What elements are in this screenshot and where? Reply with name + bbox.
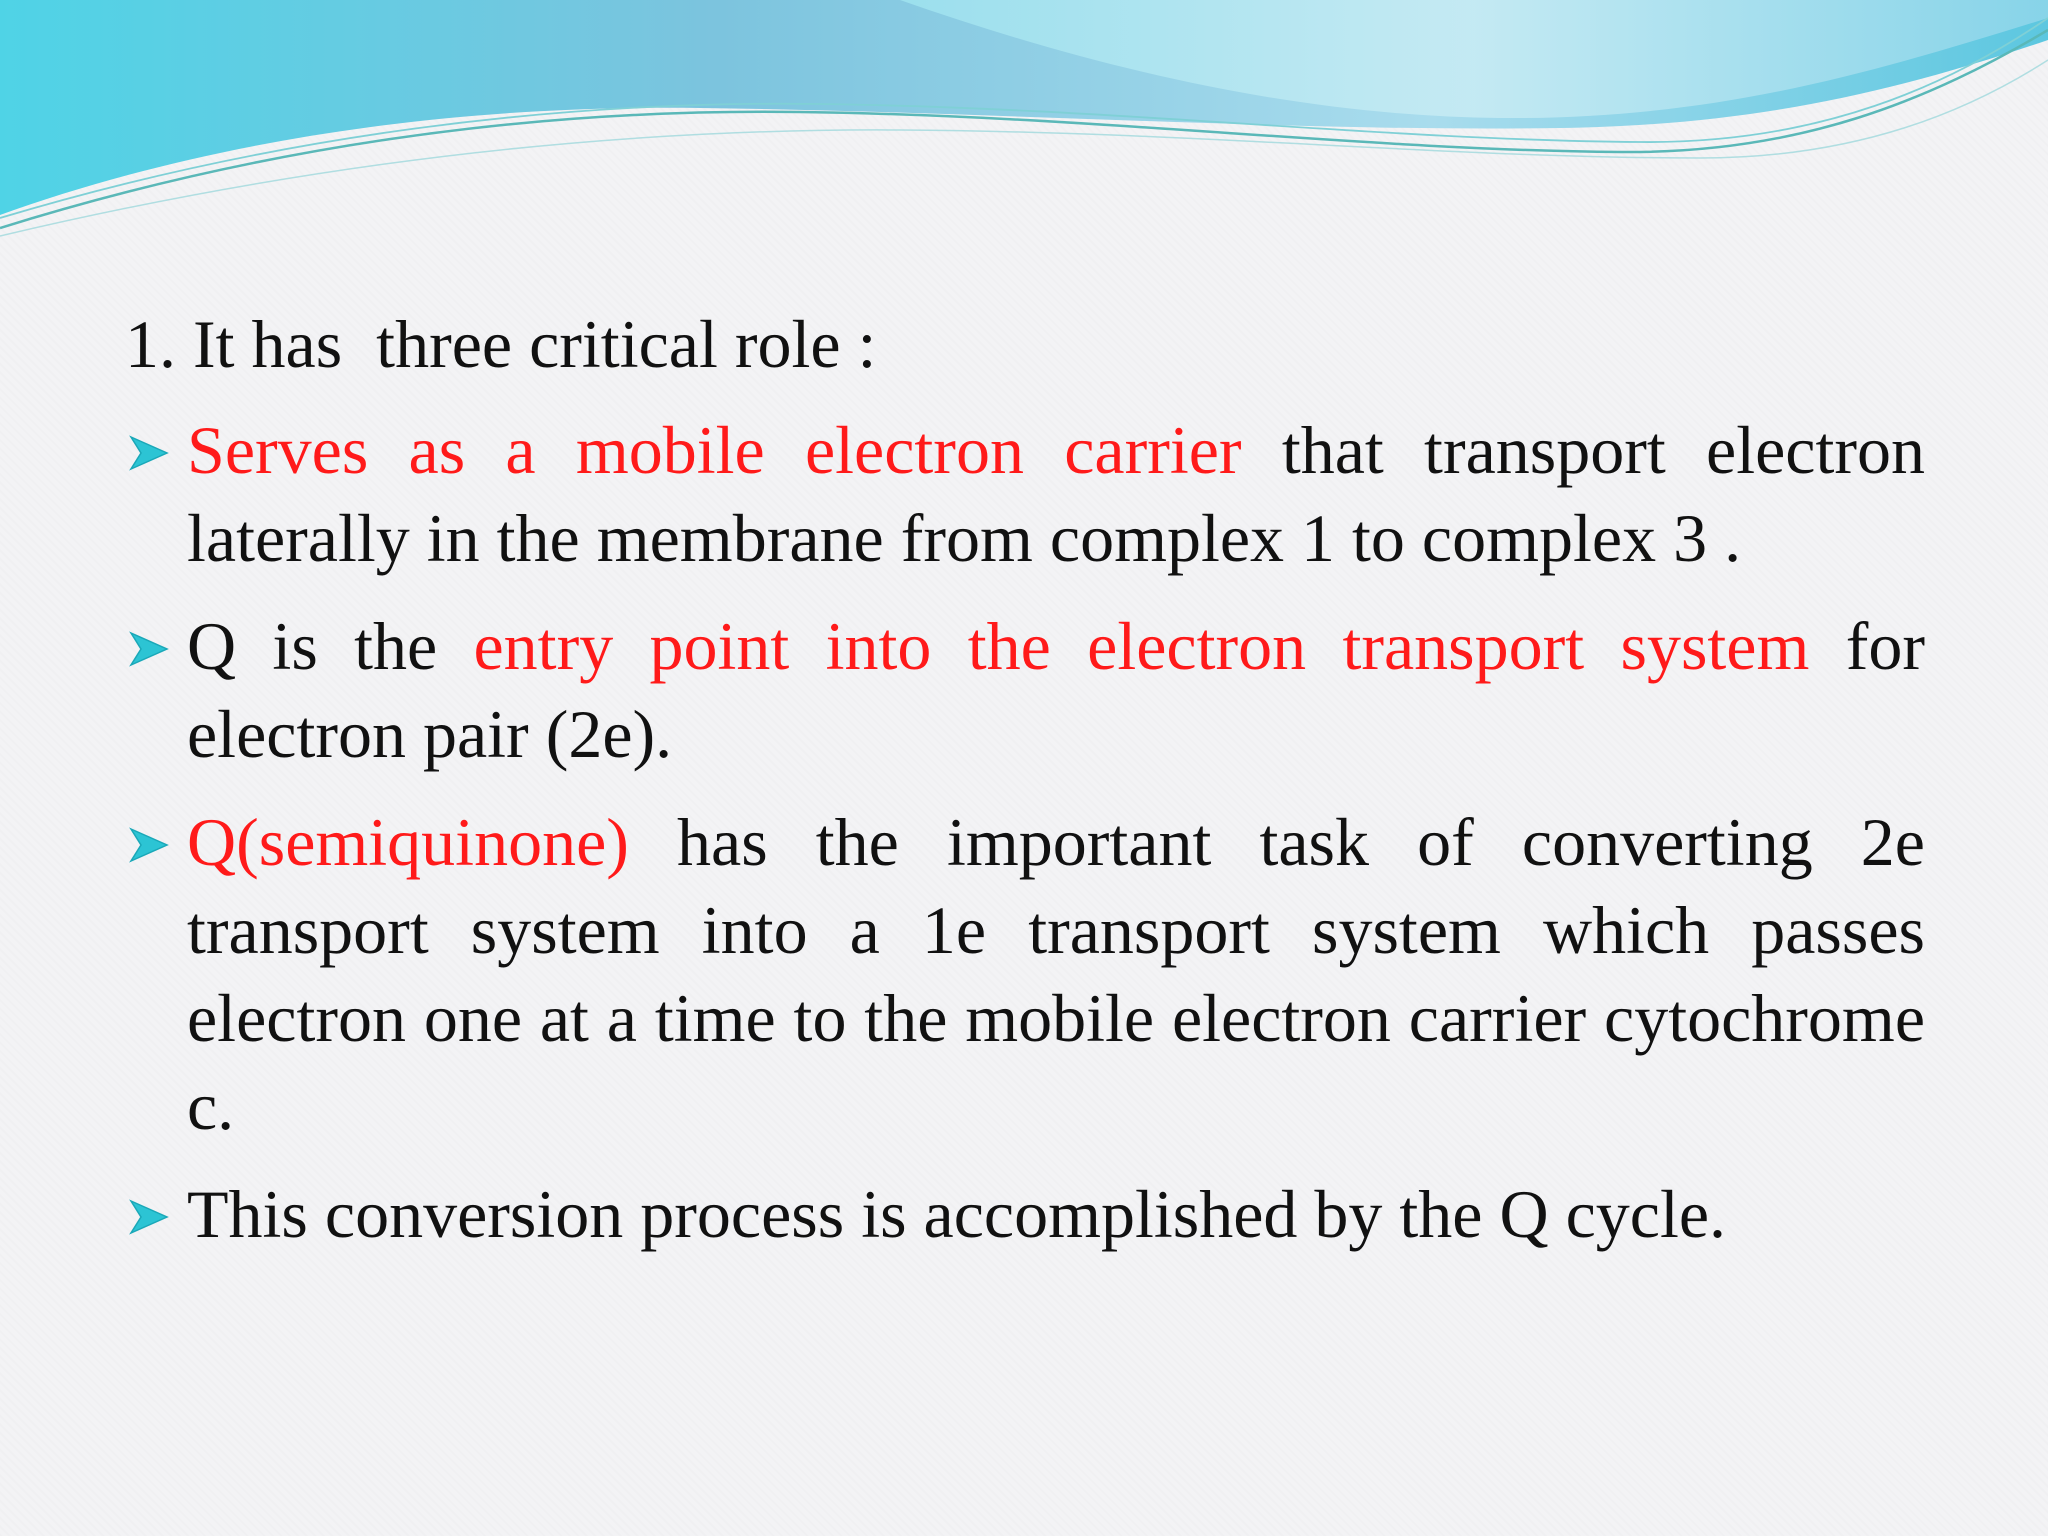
bullet-item-2 (125, 602, 1925, 778)
body-text: that transport electron laterally in the membrane from complex 1 to complex 3 . (187, 412, 1925, 576)
bullet-item-4 (125, 1170, 1925, 1258)
highlight-text: entry point into the electron transport system (473, 608, 1810, 684)
bullet-item-1 (125, 406, 1925, 582)
body-text: has the important task of converting 2e transport system into a 1e transport system which passes electron one at a time to the mobile electron carrier cytochrome c. (187, 804, 1925, 1144)
body-text: for electron pair (2e). (187, 608, 1925, 772)
arrow-bullet-icon (127, 825, 171, 865)
highlight-text: Q(semiquinone) (187, 804, 629, 880)
arrow-bullet-icon (127, 1197, 171, 1237)
intro-line: 1. It has three critical role : (125, 306, 877, 382)
slide-content (125, 300, 1925, 1278)
bullet-item-3 (125, 798, 1925, 1150)
header-wave-decoration (0, 0, 2048, 260)
highlight-text: Serves as a mobile electron carrier (187, 412, 1242, 488)
body-text: This conversion process is accomplished by the Q cycle. (187, 1176, 1727, 1252)
arrow-bullet-icon (127, 433, 171, 473)
arrow-bullet-icon (127, 629, 171, 669)
body-text: Q is the (187, 608, 474, 684)
